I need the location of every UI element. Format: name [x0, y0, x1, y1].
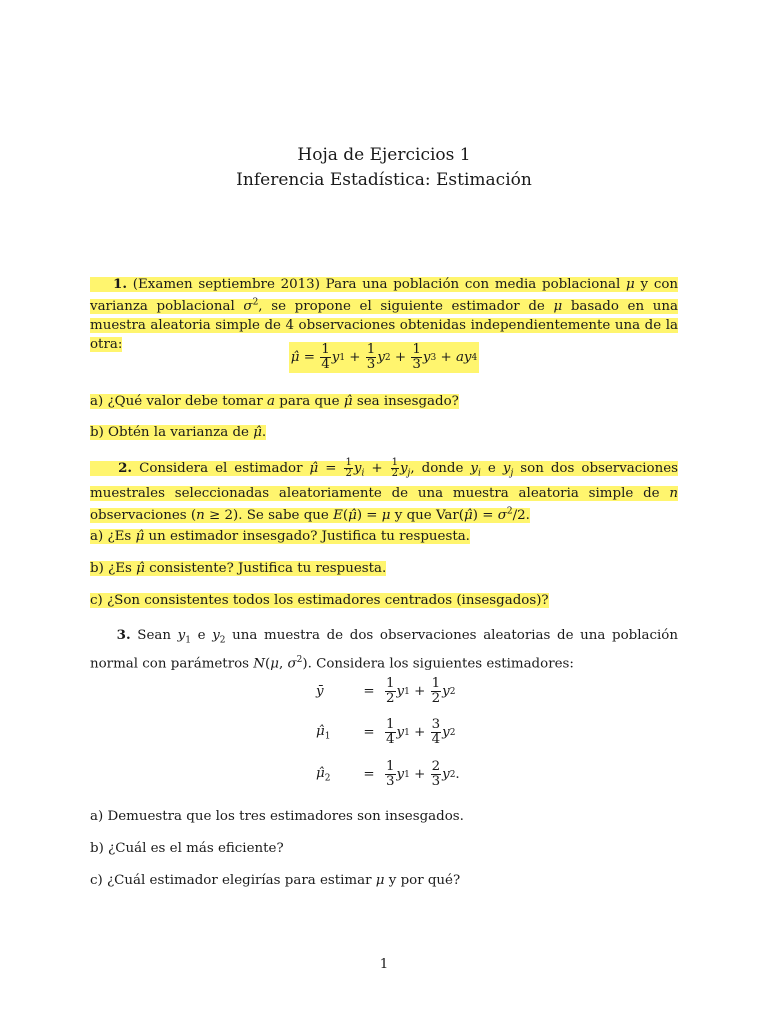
text: observaciones ( [90, 508, 197, 524]
exercise-1-item-a: a) ¿Qué valor debe tomar a para que μ̂ sea insesgado? [90, 394, 459, 409]
text: sea insesgado? [356, 394, 459, 409]
exercise-number: 3. [116, 627, 131, 643]
text: c) ¿Cuál estimador elegirías para estimar [90, 873, 372, 888]
text: b) ¿Es [90, 561, 132, 576]
page-title: Hoja de Ejercicios 1 [297, 145, 471, 165]
text: y que [394, 508, 432, 524]
text: . Considera los siguientes estimadores: [307, 656, 574, 672]
text: y por qué? [388, 873, 461, 888]
text: un estimador insesgado? Justifica tu respuesta. [148, 529, 470, 544]
estimator-mu2: $\mû_2$ = $\frac{1}{3}$ y 1 + $\frac{2}{3}$ y 2 . [316, 759, 460, 789]
exercise-2-item-a: a) ¿Es μ̂ un estimador insesgado? Justifica tu respuesta. [90, 529, 470, 544]
text: , se propone el siguiente estimador de [258, 299, 545, 315]
estimator-formula-1: μ̂ = $\frac{1}{4}$ y 1 + $\frac{1}{3}$ y 2 + $\frac{1}{3}$ y 3 + ay 4 [290, 342, 478, 372]
text: consistente? Justifica tu respuesta. [149, 561, 387, 576]
page-subtitle: Inferencia Estadística: Estimación [236, 170, 532, 190]
text: c) ¿Son consistentes todos los estimadores centrados (insesgados)? [90, 593, 549, 608]
exercise-number: 1. [113, 276, 128, 292]
text: ). Se sabe que [233, 508, 329, 524]
exercise-1-statement: 1. (Examen septiembre 2013) Para una población con media poblacional μ y con varianza poblacional $\sigma^2$, se propone el siguiente estimador de μ basado en una muestra aleatoria simple de 4 observaciones obtenidas independientemente una de la otra: [90, 276, 679, 353]
text: Considera el estimador [139, 461, 303, 476]
text: basado en una muestra aleatoria simple de 4 observaciones obtenidas independientemente una de la otra: [90, 299, 678, 353]
text: a) ¿Es [90, 529, 132, 544]
exercise-2-statement: 2. Considera el estimador μ̂ = $\frac{1}{2}$ $y_i$ + $\frac{1}{2}$ $y_j$, donde $y_i$ e $y_j$ son dos observaciones muestrales seleccionadas aleatoriamente de una muestra aleatoria simple de n observaciones (n ≥ 2). Se sabe que E(μ̂) = μ y que Var(μ̂) = $\sigma^2/2$. [90, 457, 679, 524]
page-number: 1 [379, 957, 389, 972]
text: para que [279, 394, 340, 409]
text: a) ¿Qué valor debe tomar [90, 394, 263, 409]
exercise-3-statement: 3. Sean $y_1$ e $y_2$ una muestra de dos observaciones aleatorias de una población normal con parámetros N(μ, $\sigma^2$). Considera los siguientes estimadores: [90, 627, 678, 672]
exercise-3-item-b: b) ¿Cuál es el más eficiente? [90, 841, 284, 856]
estimator-mu1: $\mû_1$ = $\frac{1}{4}$ y 1 + $\frac{3}{4}$ y 2 [316, 717, 456, 747]
text: e [197, 628, 206, 643]
exercise-3-item-a: a) Demuestra que los tres estimadores son insesgados. [90, 809, 464, 824]
text: son dos observaciones muestrales seleccionadas aleatoriamente de una muestra aleatoria simple de [90, 461, 679, 501]
exercise-2-item-b: b) ¿Es μ̂ consistente? Justifica tu respuesta. [90, 561, 387, 576]
text: y con varianza poblacional [90, 277, 679, 315]
text: b) Obtén la varianza de [90, 425, 249, 440]
text: una muestra de dos observaciones aleatorias de una población normal con parámetros [90, 628, 678, 672]
text: , donde [410, 461, 464, 476]
exercise-3-item-c: c) ¿Cuál estimador elegirías para estimar μ y por qué? [90, 873, 461, 888]
exercise-2-item-c [90, 591, 549, 610]
exercise-number: 2. [118, 460, 133, 476]
exercise-1-item-b: b) Obtén la varianza de μ̂. [90, 425, 267, 440]
text: Sean [137, 628, 171, 643]
text: e [487, 461, 496, 476]
estimator-ybar: ȳ = $\frac{1}{2}$ y 1 + $\frac{1}{2}$ y 2 [316, 676, 456, 706]
text: (Examen septiembre 2013) Para una población con media poblacional [132, 277, 621, 292]
